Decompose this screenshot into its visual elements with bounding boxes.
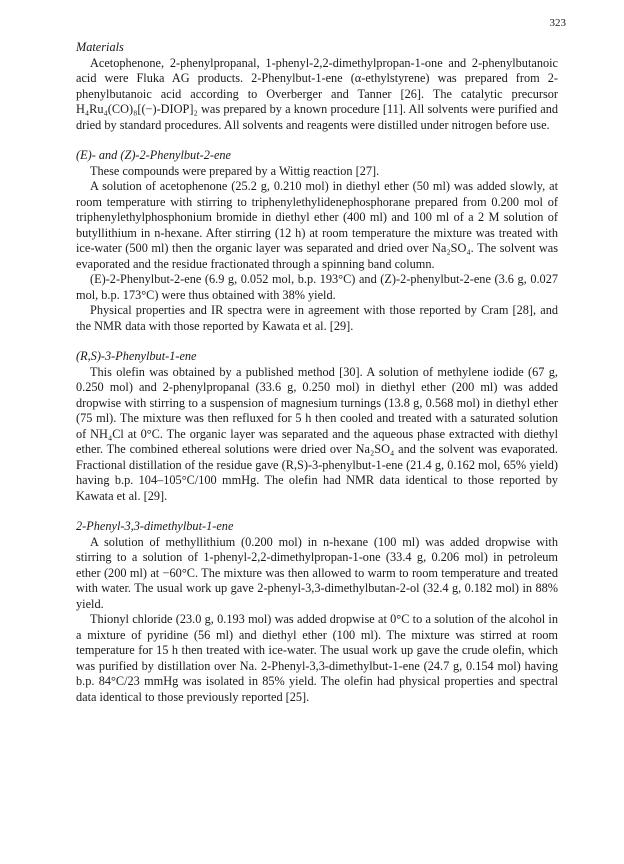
paragraph: A solution of acetophenone (25.2 g, 0.210 mol) in diethyl ether (50 ml) was added slowly, at room temperature with stirring to triphenylethylidenephosphorane prepared from 0.200 mol of triphenylethylphosphonium bromide in diethyl ether (400 ml) and 100 ml of a 2 M solution of butyllithium in n-hexane. After stirring (12 h) at room temperature the mixture was treated with ice-water (500 ml) then the organic layer was separated and dried over Na₂SO₄. The solvent was evaporated and the residue fractionated through a spinning band column. bbox=[76, 179, 558, 271]
section-heading: Materials bbox=[76, 40, 124, 54]
section-dimethylbut-1-ene bbox=[76, 519, 558, 705]
paragraph: These compounds were prepared by a Wittig reaction [27]. bbox=[90, 163, 380, 178]
section-heading: 2-Phenyl-3,3-dimethylbut-1-ene bbox=[76, 519, 234, 533]
article-body bbox=[76, 40, 558, 705]
paragraph: Thionyl chloride (23.0 g, 0.193 mol) was added dropwise at 0°C to a solution of the alcohol in a mixture of pyridine (56 ml) and diethyl ether (100 ml). The mixture was stirred at room temperature for 15 h then treated with ice-water. The usual work up gave the crude olefin, which was purified by distillation over Na. 2-Phenyl-3,3-dimethylbut-1-ene (24.7 g, 0.154 mol) having b.p. 84°C/23 mmHg was isolated in 85% yield. The olefin had physical properties and spectral data identical to those previously reported [25]. bbox=[76, 612, 558, 704]
section-3-phenylbut-1-ene bbox=[76, 349, 558, 504]
paragraph: A solution of methyllithium (0.200 mol) in n-hexane (100 ml) was added dropwise with stirring to a solution of 1-phenyl-2,2-dimethylpropan-1-one (33.4 g, 0.206 mol) in petroleum ether (200 ml) at −60°C. The mixture was then allowed to warm to room temperature and treated with water. The usual work up gave 2-phenyl-3,3-dimethylbutan-2-ol (32.4 g, 0.182 mol) in 88% yield. bbox=[76, 534, 558, 611]
paragraph: This olefin was obtained by a published method [30]. A solution of methylene iodide (67 g, 0.250 mol) and 2-phenylpropanal (33.6 g, 0.250 mol) in diethyl ether (200 ml) was added dropwise with stirring to a suspension of magnesium turnings (13.8 g, 0.568 mol) in diethyl ether (75 ml). The mixture was then refluxed for 5 h then cooled and treated with a saturated solution of NH₄Cl at 0°C. The organic layer was separated and the aqueous phase extracted with diethyl ether. The combined ethereal solutions were dried over Na₂SO₄ and the solvent was evaporated. Fractional distillation of the residue gave (R,S)-3-phenylbut-1-ene (21.4 g, 0.162 mol, 65% yield) having b.p. 104–105°C/100 mmHg. The olefin had NMR data identical to those reported by Kawata et al. [29]. bbox=[76, 364, 558, 503]
page-number: 323 bbox=[549, 17, 566, 29]
section-heading: (R,S)-3-Phenylbut-1-ene bbox=[76, 349, 197, 363]
section-materials bbox=[76, 40, 558, 133]
paragraph: (E)-2-Phenylbut-2-ene (6.9 g, 0.052 mol, b.p. 193°C) and (Z)-2-phenylbut-2-ene (3.6 g, 0.027 mol, b.p. 173°C) were thus obtained with 38% yield. bbox=[76, 272, 558, 302]
section-phenylbut-2-ene bbox=[76, 148, 558, 334]
section-heading: (E)- and (Z)-2-Phenylbut-2-ene bbox=[76, 148, 232, 162]
paragraph: Acetophenone, 2-phenylpropanal, 1-phenyl-2,2-dimethylpropan-1-one and 2-phenylbutanoic acid were Fluka AG products. 2-Phenylbut-1-ene (α-ethylstyrene) was prepared from 2-phenylbutanoic acid according to Overberger and Tanner [26]. The catalytic precursor H₄Ru₄(CO)₈[(−)-DIOP]₂ was prepared by a known procedure [11]. All solvents were purified and dried by standard procedures. All solvents and reagents were distilled under nitrogen before use. bbox=[76, 55, 558, 132]
paragraph: Physical properties and IR spectra were in agreement with those reported by Cram [28], and the NMR data with those reported by Kawata et al. [29]. bbox=[76, 303, 558, 333]
